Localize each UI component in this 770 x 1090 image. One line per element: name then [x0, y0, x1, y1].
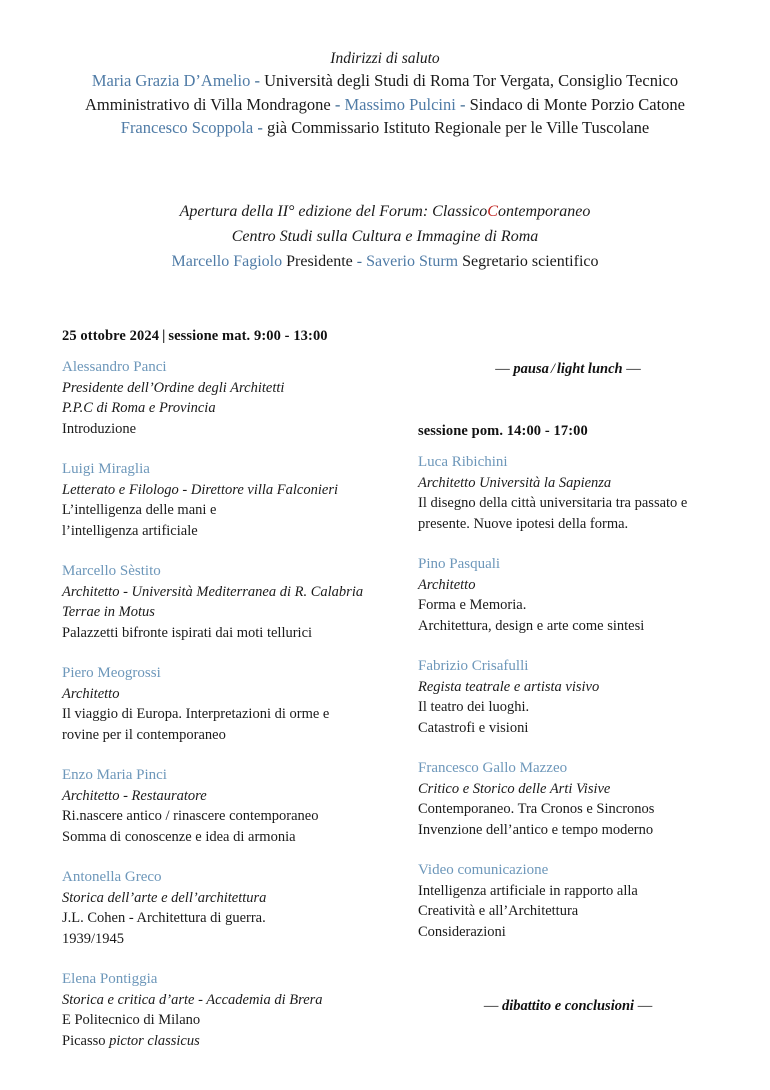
entry-talk-line: Introduzione	[62, 420, 137, 437]
greetings-lines	[0, 69, 770, 140]
entry-talk-line: Architettura, design e arte come sintesi	[418, 617, 645, 634]
entry-speaker-name: Luigi Miraglia	[62, 461, 150, 477]
program-entry	[62, 459, 382, 541]
entry-speaker-name: Enzo Maria Pinci	[62, 767, 167, 783]
session-afternoon-heading: sessione pom. 14:00 - 17:00	[418, 423, 588, 439]
forum-title-line	[0, 199, 770, 224]
forum-people-line	[0, 249, 770, 274]
closing-label: dibattito e conclusioni	[501, 998, 635, 1014]
program-entry	[62, 969, 382, 1051]
entry-talk-line: Picasso pictor classicus	[62, 1032, 200, 1049]
entry-talk-line: Somma di conoscenze e idea di armonia	[62, 828, 296, 845]
afternoon-session-column	[418, 452, 738, 942]
entry-speaker-name: Francesco Gallo Mazzeo	[418, 760, 568, 776]
greetings-line	[0, 69, 770, 93]
forum-title-after: ontemporaneo	[497, 203, 591, 220]
person-name: Marcello Fagiolo	[171, 253, 283, 270]
entry-role: Storica e critica d’arte - Accademia di Brera	[62, 991, 323, 1008]
entry-talk-line: l’intelligenza artificiale	[62, 522, 198, 539]
entry-speaker-name: Piero Meogrossi	[62, 665, 161, 681]
entry-speaker-name: Video comunicazione	[418, 862, 549, 878]
entry-talk-line: L’intelligenza delle mani e	[62, 502, 217, 518]
program-entry	[418, 554, 738, 636]
pausa-note	[418, 361, 718, 378]
entry-talk-line: Considerazioni	[418, 923, 506, 940]
entry-talk-line: Catastrofi e visioni	[418, 719, 529, 736]
entry-speaker-name: Fabrizio Crisafulli	[418, 658, 529, 674]
forum-title-before: Apertura della II° edizione del Forum: Classico	[179, 203, 488, 220]
morning-session-column	[62, 357, 382, 1051]
program-entry	[418, 656, 738, 738]
program-entry	[62, 765, 382, 847]
program-entry	[62, 867, 382, 949]
entry-talk-line: J.L. Cohen - Architettura di guerra.	[62, 910, 266, 926]
entry-talk-line: Intelligenza artificiale in rapporto alla	[418, 882, 638, 899]
affiliation-text: Amministrativo di Villa Mondragone	[84, 94, 331, 114]
entry-role-continued: P.P.C di Roma e Provincia	[62, 400, 216, 416]
entry-talk-subtitle: Terrae in Motus	[62, 604, 155, 620]
forum-subtitle-line: Centro Studi sulla Cultura e Immagine di Roma	[231, 228, 539, 245]
name-separator: -	[352, 253, 367, 270]
name-separator: -	[330, 94, 345, 114]
entry-role: Architetto	[418, 576, 476, 593]
entry-role: Architetto - Università Mediterranea di R. Calabria	[62, 583, 364, 600]
entry-talk-line: Contemporaneo. Tra Cronos e Sincronos	[418, 801, 655, 817]
entry-talk-line: E Politecnico di Milano	[62, 1012, 201, 1028]
entry-talk-line: Palazzetti bifronte ispirati dai moti tellurici	[62, 624, 313, 641]
entry-talk-line: Ri.nascere antico / rinascere contemporaneo	[62, 808, 319, 824]
pausa-slash: /	[550, 361, 555, 377]
entry-role: Architetto - Restauratore	[62, 787, 207, 804]
name-separator: -	[250, 71, 265, 90]
name-separator: -	[455, 94, 470, 114]
affiliation-text: Presidente	[282, 253, 353, 270]
entry-speaker-name: Antonella Greco	[62, 869, 162, 885]
closing-note	[418, 998, 718, 1015]
entry-speaker-name: Alessandro Panci	[62, 359, 167, 375]
person-name: Massimo Pulcini	[344, 94, 456, 114]
entry-role: Regista teatrale e artista visivo	[418, 678, 600, 695]
entry-talk-line: presente. Nuove ipotesi della forma.	[418, 515, 629, 532]
entry-talk-line: Forma e Memoria.	[418, 597, 527, 613]
greetings-line	[0, 93, 770, 117]
entry-speaker-name: Marcello Sèstito	[62, 563, 161, 579]
morning-date: 25 ottobre 2024	[62, 328, 160, 344]
entry-role: Architetto Università la Sapienza	[418, 474, 612, 491]
affiliation-text: Segretario scientifico	[458, 253, 599, 270]
program-entry	[62, 561, 382, 643]
closing-dash-right: —	[637, 998, 653, 1014]
affiliation-text: già Commissario Istituto Regionale per le Ville Tuscolane	[266, 118, 650, 137]
program-entry	[418, 452, 738, 534]
program-entry	[62, 357, 382, 439]
entry-talk-line: Creatività e all’Architettura	[418, 903, 579, 919]
entry-role: Architetto	[62, 685, 120, 702]
entry-role: Letterato e Filologo - Direttore villa Falconieri	[62, 481, 338, 498]
person-name: Saverio Sturm	[366, 253, 459, 270]
pausa-dash-right: —	[626, 361, 641, 377]
pausa-label: pausa	[513, 361, 549, 377]
person-name: Maria Grazia D’Amelio	[91, 71, 251, 90]
name-separator: -	[253, 118, 267, 137]
entry-talk-line: Il teatro dei luoghi.	[418, 699, 530, 715]
entry-speaker-name: Luca Ribichini	[418, 454, 508, 470]
pausa-dash-left: —	[495, 361, 510, 377]
greetings-block	[0, 48, 770, 140]
greetings-line	[0, 116, 770, 140]
program-entry	[62, 663, 382, 745]
closing-dash-left: —	[483, 998, 499, 1014]
program-entry	[418, 758, 738, 840]
forum-block	[0, 199, 770, 274]
entry-talk-line: rovine per il contemporaneo	[62, 726, 226, 743]
affiliation-text: Sindaco di Monte Porzio Catone	[469, 94, 685, 114]
entry-speaker-name: Elena Pontiggia	[62, 971, 158, 987]
program-entry	[418, 860, 738, 942]
entry-role: Presidente dell’Ordine degli Architetti	[62, 379, 285, 396]
entry-speaker-name: Pino Pasquali	[418, 556, 501, 572]
greetings-title: Indirizzi di saluto	[330, 50, 440, 67]
affiliation-text: Università degli Studi di Roma Tor Vergata, Consiglio Tecnico	[264, 71, 679, 90]
person-name: Francesco Scoppola	[120, 118, 254, 137]
morning-time-label: sessione mat. 9:00 - 13:00	[168, 328, 328, 344]
light-lunch-label: light lunch	[556, 361, 623, 377]
session-morning-heading	[62, 328, 328, 345]
entry-role: Storica dell’arte e dell’architettura	[62, 889, 267, 906]
entry-role: Critico e Storico delle Arti Visive	[418, 780, 611, 797]
entry-talk-line: Il viaggio di Europa. Interpretazioni di orme e	[62, 706, 330, 722]
entry-talk-line: 1939/1945	[62, 930, 125, 947]
entry-talk-line: Il disegno della città universitaria tra passato e	[418, 495, 688, 511]
forum-title-accent-letter: C	[487, 203, 498, 220]
session-separator: |	[162, 328, 166, 344]
entry-talk-line: Invenzione dell’antico e tempo moderno	[418, 821, 654, 838]
